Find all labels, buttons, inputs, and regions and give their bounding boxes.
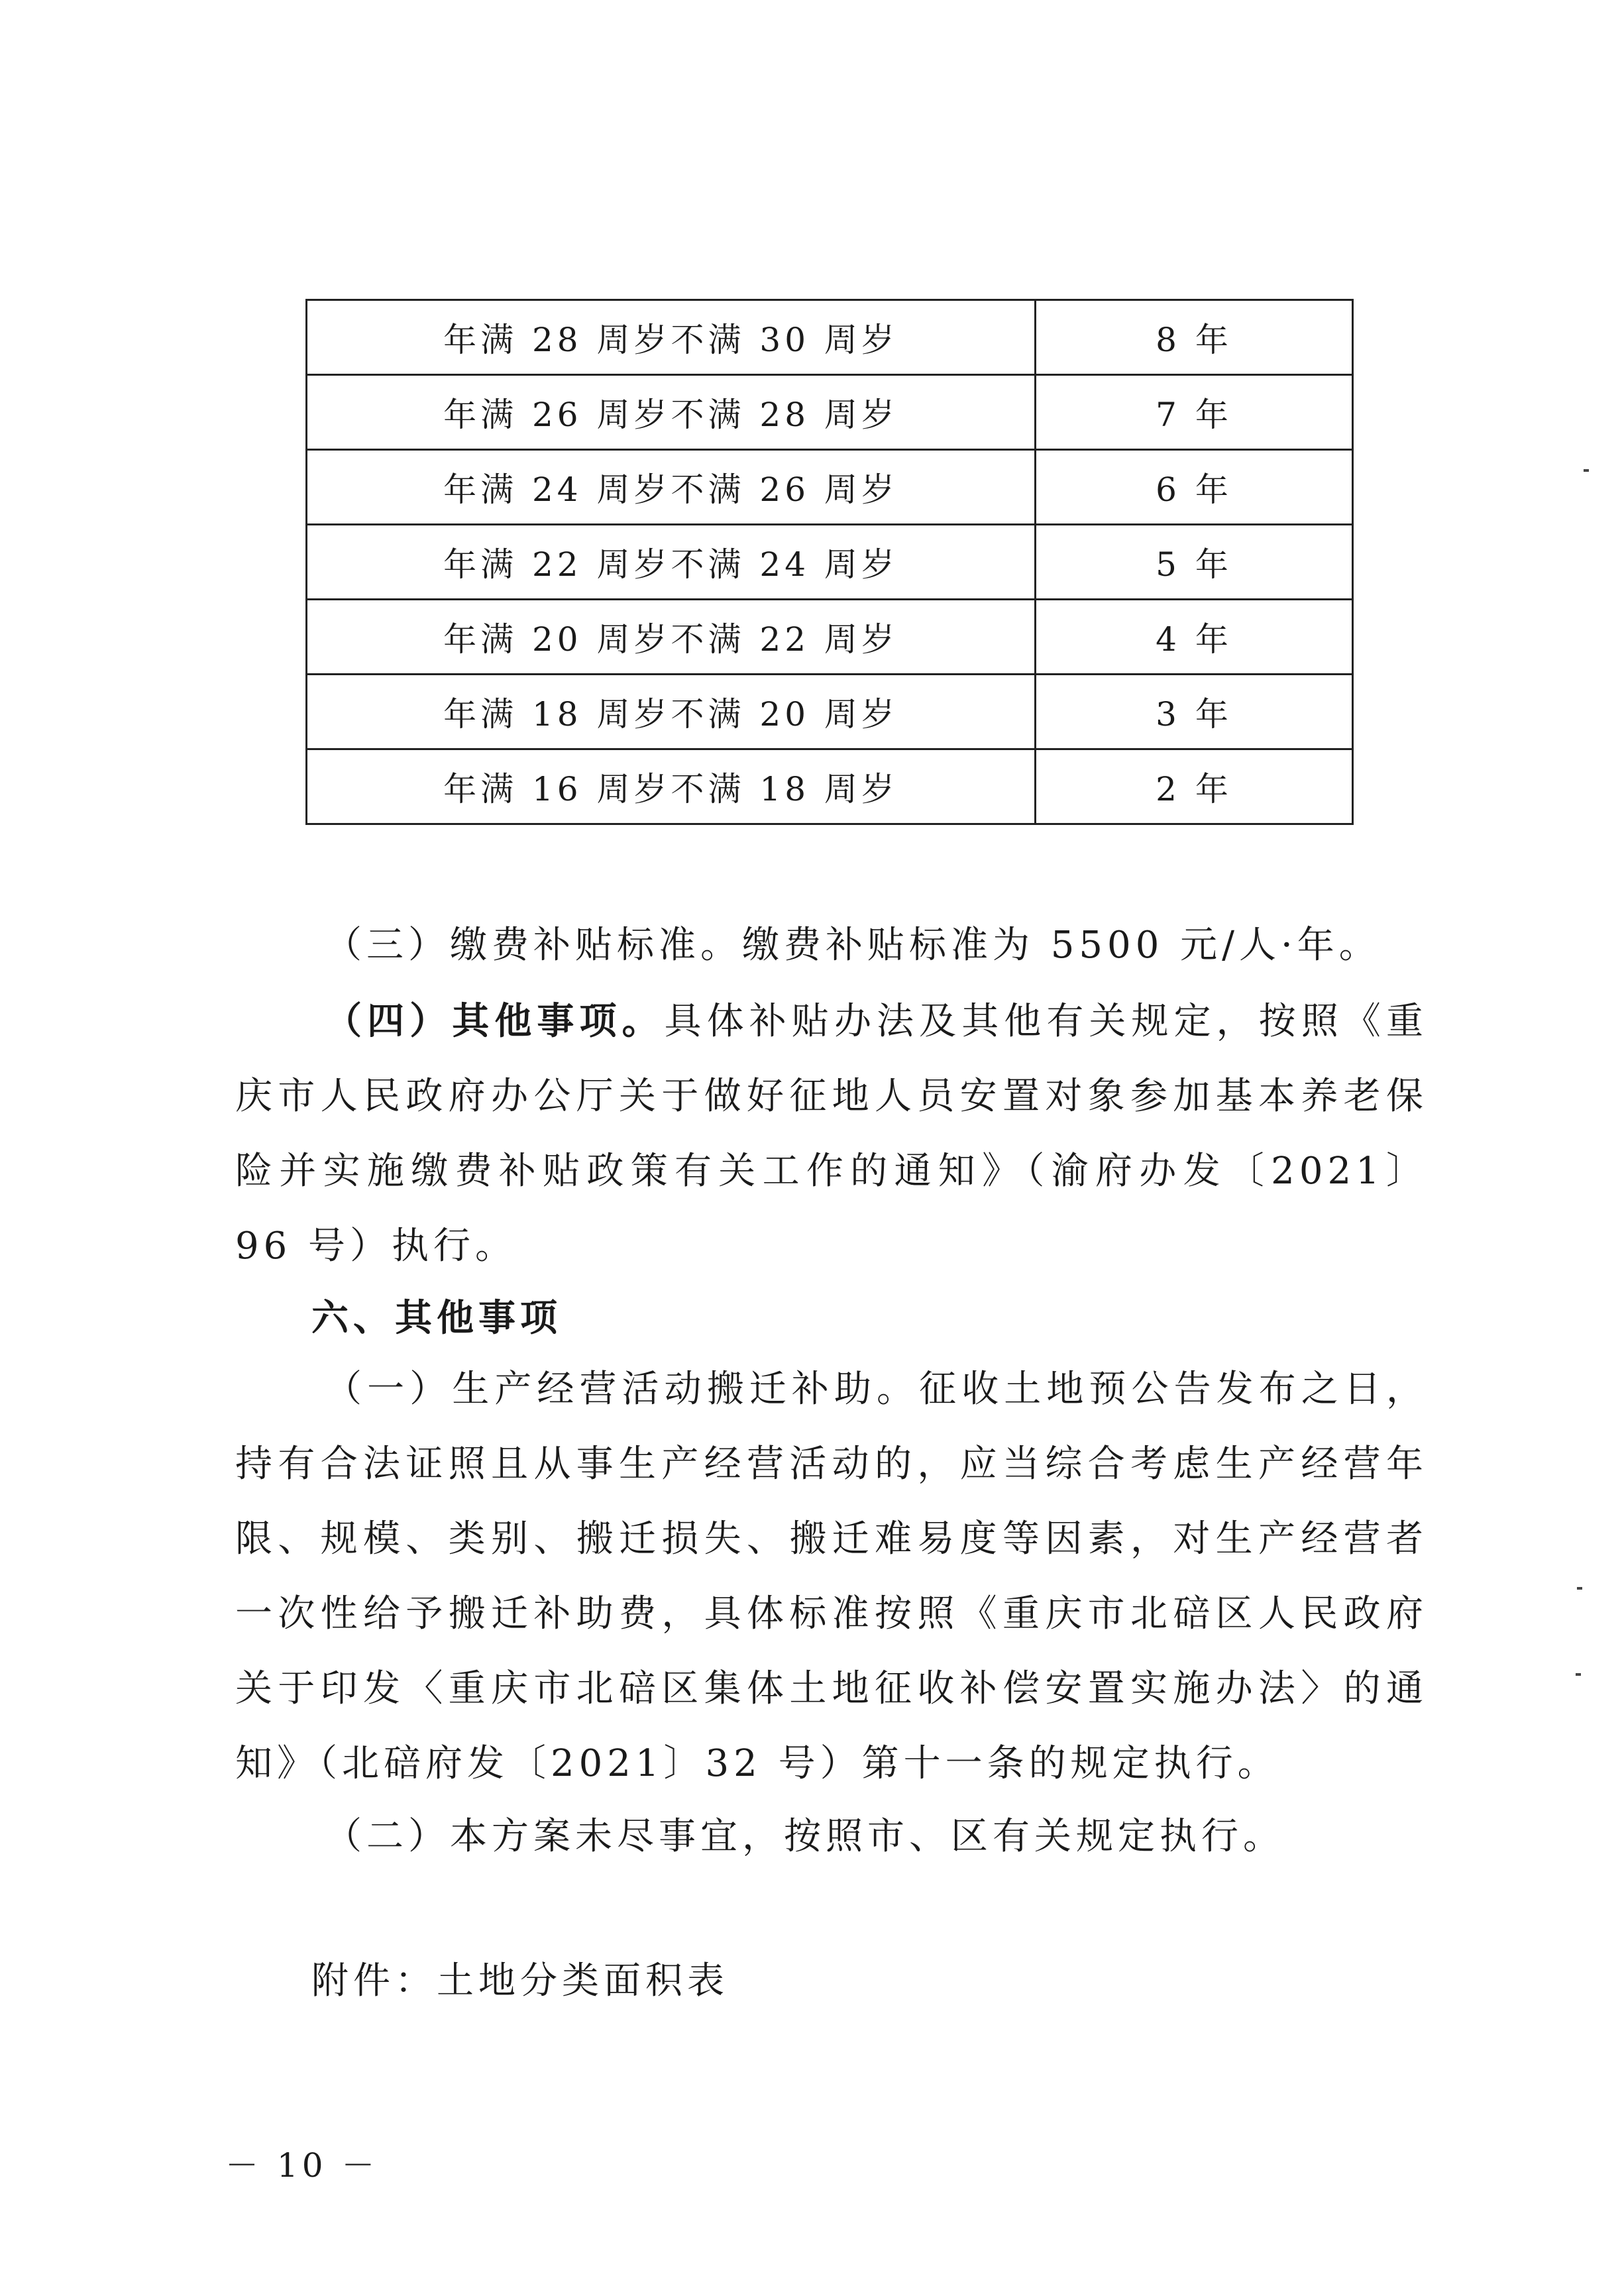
table-row	[307, 600, 1353, 675]
table-row	[307, 300, 1353, 375]
unresolved-matters-paragraph	[235, 1799, 1428, 1874]
other-matters-paragraph	[235, 984, 1428, 1284]
scan-speck	[1584, 469, 1589, 472]
age-range-cell: 年满 16 周岁不满 18 周岁	[307, 749, 1036, 824]
years-cell: 6 年	[1036, 450, 1353, 525]
age-range-cell: 年满 22 周岁不满 24 周岁	[307, 525, 1036, 600]
paragraph-text: 具体补贴办法及其他有关规定，按照《重庆市人民政府办公厅关于做好征地人员安置对象参加基本养老保险并实施缴费补贴政策有关工作的通知》（渝府办发〔2021〕96 号）执行。	[235, 1000, 1429, 1268]
table-row	[307, 375, 1353, 450]
age-range-cell: 年满 20 周岁不满 22 周岁	[307, 600, 1036, 675]
age-years-table	[305, 299, 1354, 825]
relocation-subsidy-paragraph	[235, 1352, 1428, 1801]
years-cell: 8 年	[1036, 300, 1353, 375]
scan-speck	[1576, 1673, 1581, 1676]
years-cell: 5 年	[1036, 525, 1353, 600]
age-range-cell: 年满 28 周岁不满 30 周岁	[307, 300, 1036, 375]
page-number: － 10 －	[225, 2146, 379, 2185]
age-range-cell: 年满 26 周岁不满 28 周岁	[307, 375, 1036, 450]
table-row	[307, 675, 1353, 749]
years-cell: 4 年	[1036, 600, 1353, 675]
years-cell: 2 年	[1036, 749, 1353, 824]
years-cell: 7 年	[1036, 375, 1353, 450]
paragraph-text: （二）本方案未尽事宜，按照市、区有关规定执行。	[325, 1815, 1285, 1858]
table-row	[307, 749, 1353, 824]
paragraph-text: （一）生产经营活动搬迁补助。征收土地预公告发布之日，持有合法证照且从事生产经营活动的，应当综合考虑生产经营年限、规模、类别、搬迁损失、搬迁难易度等因素，对生产经营者一次性给予搬迁补助费，具体标准按照《重庆市北碚区人民政府关于印发〈重庆市北碚区集体土地征收补偿安置实施办法〉的通知》（北碚府发〔2021〕32 号）第十一条的规定执行。	[235, 1368, 1428, 1785]
age-range-cell: 年满 18 周岁不满 20 周岁	[307, 675, 1036, 749]
attachment-note: 附件：土地分类面积表	[311, 1959, 729, 2002]
paragraph-heading: （四）其他事项。	[325, 999, 665, 1043]
years-cell: 3 年	[1036, 675, 1353, 749]
age-range-cell: 年满 24 周岁不满 26 周岁	[307, 450, 1036, 525]
paragraph-text: （三）缴费补贴标准。缴费补贴标准为 5500 元/人·年。	[325, 924, 1381, 967]
scan-speck	[1577, 1587, 1582, 1590]
table-row	[307, 450, 1353, 525]
section-heading: 六、其他事项	[311, 1297, 562, 1340]
payment-subsidy-standard-paragraph	[235, 908, 1428, 983]
table-row	[307, 525, 1353, 600]
